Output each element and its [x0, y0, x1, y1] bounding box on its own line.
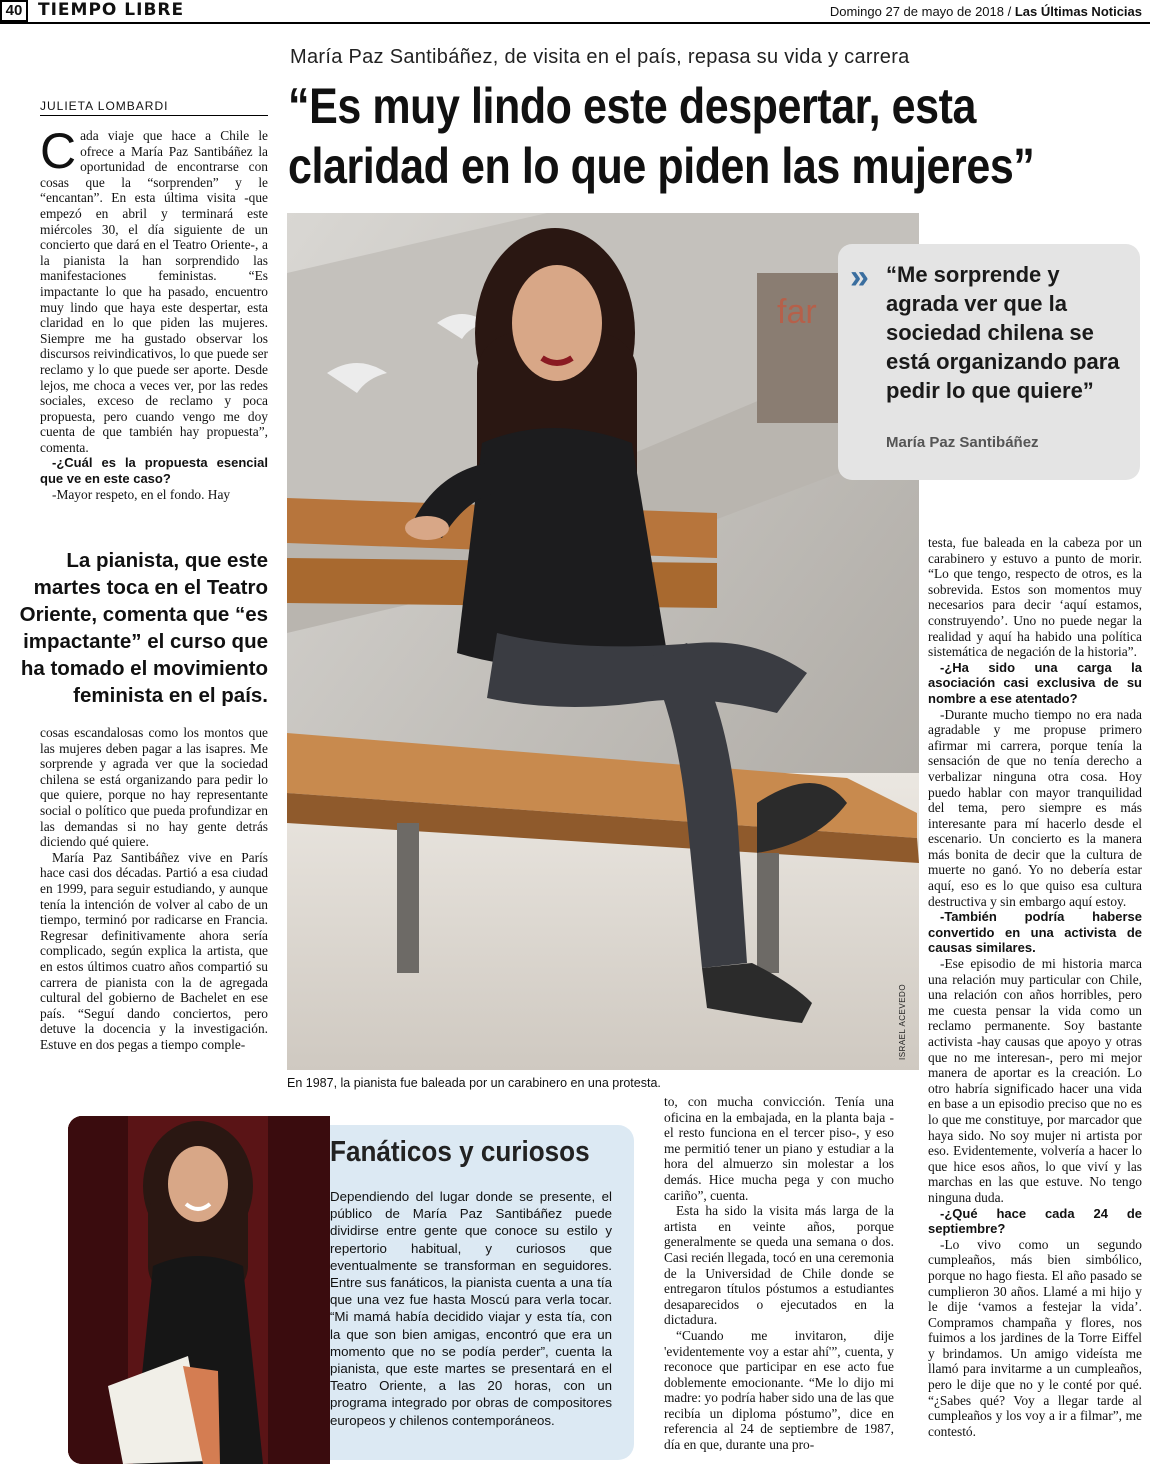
interview-answer: -Ese episodio de mi historia marca una relación muy particular con Chile, una relación con años horribles, pero me cuesta pensar la vida como un reclamo permanente. Soy bastante activista -hay causas que apoyo y otras que no me interesan-, pero mi mejor manera de aportar es la creación. Lo otro habría significado hacer una vida en base a un episodio preciso que no es lo que me constituye, por marcador que haya sido. No soy mujer ni artista por eso. Evidentemente, volvería a hacer lo que hice esos años, lo que viví y las marchas en las que estuve. No tengo ninguna duda. [928, 956, 1142, 1205]
headline: “Es muy lindo este despertar, esta claridad en lo que piden las mujeres” [288, 78, 1035, 194]
interview-question: -¿Qué hace cada 24 de septiembre? [928, 1205, 1142, 1237]
photo-credit: ISRAEL ACEVEDO [898, 983, 907, 1060]
sidebar-photo [68, 1116, 330, 1464]
page-number: 40 [0, 0, 28, 22]
paragraph: Esta ha sido la visita más larga de la artista en veinte años, porque generalmente se queda una semana o dos. Casi recién llegada, tocó en una ceremonia de la Universidad de Chile donde se entregaron títulos póstumos a estudiantes desaparecidos o ejecutados en la dictadura. [664, 1203, 894, 1328]
quote-text: “Me sorprende y agrada ver que la sociedad chilena se está organizando para pedir lo que quiere” [886, 262, 1120, 403]
article-column-1-top [40, 123, 268, 502]
interview-answer: -Mayor respeto, en el fondo. Hay [52, 486, 231, 502]
pull-quote: La pianista, que este martes toca en el Teatro Oriente, comenta que “es impactante” el curso que ha tomado el movimiento feminista en el país. [19, 549, 268, 707]
interview-answer: -Durante mucho tiempo no era nada agradable y me propuse primero afirmar mi carrera, porque tenía la sensación de que no tenía derecho a verbalizar ninguna otra cosa. Hoy puedo hablar con mayor tranquilidad del tema, pero siempre es más interesante para mí hacerlo desde el escenario. Un concierto es la manera más bonita de decir que la cultura de muerte no ganó. Yo no debería estar aquí, eso es lo que quiso esa cultura destructiva y sin embargo aquí estoy. [928, 706, 1142, 909]
dateline [830, 4, 1142, 19]
lead-text: ada viaje que hace a Chile le ofrece a María Paz Santibáñez la oportunidad de encontrarse con cosas que la “sorprenden” y le “encantan”. En esta última visita -que empezó en abril y terminará este miércoles 30, el día siguiente de un concierto que dará en el Teatro Oriente-, a la pianista la han sorprendido las manifestaciones feministas. “Es impactante lo que ha pasado, encuentro muy lindo que haya este despertar, esta claridad en lo que piden las mujeres. Siempre me ha gustado observar los discursos reivindicativos, lo que puede ser reclamo y lo que puede ser aporte. Desde lejos, me choca a veces ver, por las redes sociales, exceso de reclamo y poca propuesta, pero cuando vengo me doy cuenta de que también hay propuesta”, comenta. [40, 128, 268, 455]
article-column-3 [928, 535, 1142, 1439]
sidebar-title: Fanáticos y curiosos [330, 1136, 590, 1168]
sidebar-body: Dependiendo del lugar donde se presente, el público de María Paz Santibáñez puede dividirse entre gente que conoce su estilo y repertorio habitual, y curiosos que eventualmente se transforman en seguidores. Entre sus fanáticos, la pianista cuenta a una tía que una vez fue hasta Moscú para verla tocar. “Mi mamá había decidido viajar y esta tía, con la que son bien amigas, encontró que era un momento que no se podía perder”, cuenta la pianista, que este martes se presentará en el Teatro Oriente, a las 20 horas, con un programa integrado por obras de compositores europeos y chilenos contemporáneos. [330, 1189, 612, 1428]
quote-attribution: María Paz Santibáñez [886, 434, 1039, 451]
paragraph: “Cuando me invitaron, dije 'evidentemente voy a estar ahí'”, cuenta, y reconoce que participar en ese acto fue doblemente emocionante. “Me lo dijo mi madre: yo podría haber sido una de las que recibía un diploma póstumo”, dice en referencia al 24 de septiembre de 1987, día en que, durante una pro- [664, 1327, 894, 1453]
paragraph: cosas escandalosas como los montos que las mujeres deben pagar a las isapres. Me sorprende y agrada ver que la sociedad chilena se está organizando para pedir lo que quiere, porque no hay representante social o político que pueda profundizar en las demandas si no hay gente detrás diciendo qué quiere. [40, 725, 268, 850]
interview-question: -¿Ha sido una carga la asociación casi exclusiva de su nombre a ese atentado? [928, 659, 1142, 706]
lead-paragraph [40, 123, 268, 455]
photo-caption: En 1987, la pianista fue baleada por un carabinero en una protesta. [287, 1076, 661, 1090]
article-column-2 [664, 1094, 894, 1453]
pianist-with-score-illustration [68, 1116, 330, 1464]
drop-cap: C [40, 123, 77, 179]
byline: JULIETA LOMBARDI [40, 99, 268, 116]
quote-chevron-icon: » [850, 258, 869, 296]
kicker: María Paz Santibáñez, de visita en el país, repasa su vida y carrera [290, 46, 910, 68]
header-rule [0, 22, 1150, 24]
main-photo [287, 213, 919, 1070]
interview-question: -También podría haberse convertido en una activista de causas similares. [928, 909, 1142, 956]
paragraph: María Paz Santibáñez vive en París hace casi dos décadas. Partió a esa ciudad en 1999, para seguir estudiando, y aunque tenía la intención de volver al cabo de un tiempo, terminó por radicarse en Francia. Regresar definitivamente ahora sería complicado, según explica la artista, que en estos últimos cuatro años compartió su carrera de pianista con la de agregada cultural del gobierno de Bachelet en ese país. “Seguí dando conciertos, pero detuve la docencia y la investigación. Estuve en dos pegas a tiempo comple- [40, 849, 268, 1052]
issue-date: Domingo 27 de mayo de 2018 / [829, 4, 1015, 19]
svg-text:far: far [777, 293, 817, 331]
pianist-portrait-illustration [287, 213, 919, 1070]
section-title: TIEMPO LIBRE [38, 0, 185, 20]
interview-question: -¿Cuál es la propuesta esencial que ve en este caso? [40, 455, 268, 487]
paragraph: to, con mucha convicción. Tenía una oficina en la embajada, en la planta baja -el resto funciona en el tercer piso-, y eso me permitió tener un piano y estudiar a la hora del almuerzo sin molestar a los demás. Hice mucha pega y con mucho cariño”, cuenta. [664, 1094, 894, 1203]
publication-name: Las Últimas Noticias [1014, 4, 1142, 19]
article-column-1-bottom [40, 725, 268, 1052]
paragraph: testa, fue baleada en la cabeza por un carabinero y estuvo a punto de morir. “Lo que tengo, respecto de otros, es la sobrevida. Estos son momentos muy necesarios para decir ‘aquí estamos, construyendo’. Uno no puede negar la realidad y aquí ha habido una política sistemática de negación de la historia”. [928, 535, 1142, 660]
interview-answer: -Lo vivo como un segundo cumpleaños, más bien simbólico, porque no hago fiesta. El año pasado se cumplieron 30 años. Llamé a mi hijo y le dije ‘vamos a festejar la vida’. Compramos champaña y flores, nos fuimos a los jardines de la Torre Eiffel y brindamos. Un amigo videísta me llamó para invitarme a un cumpleaños, pero le dije que no y le conté por qué. “¿Sabes qué? Voy a llegar tarde al cumpleaños y los voy a ir a filmar”, me contestó. [928, 1236, 1142, 1439]
